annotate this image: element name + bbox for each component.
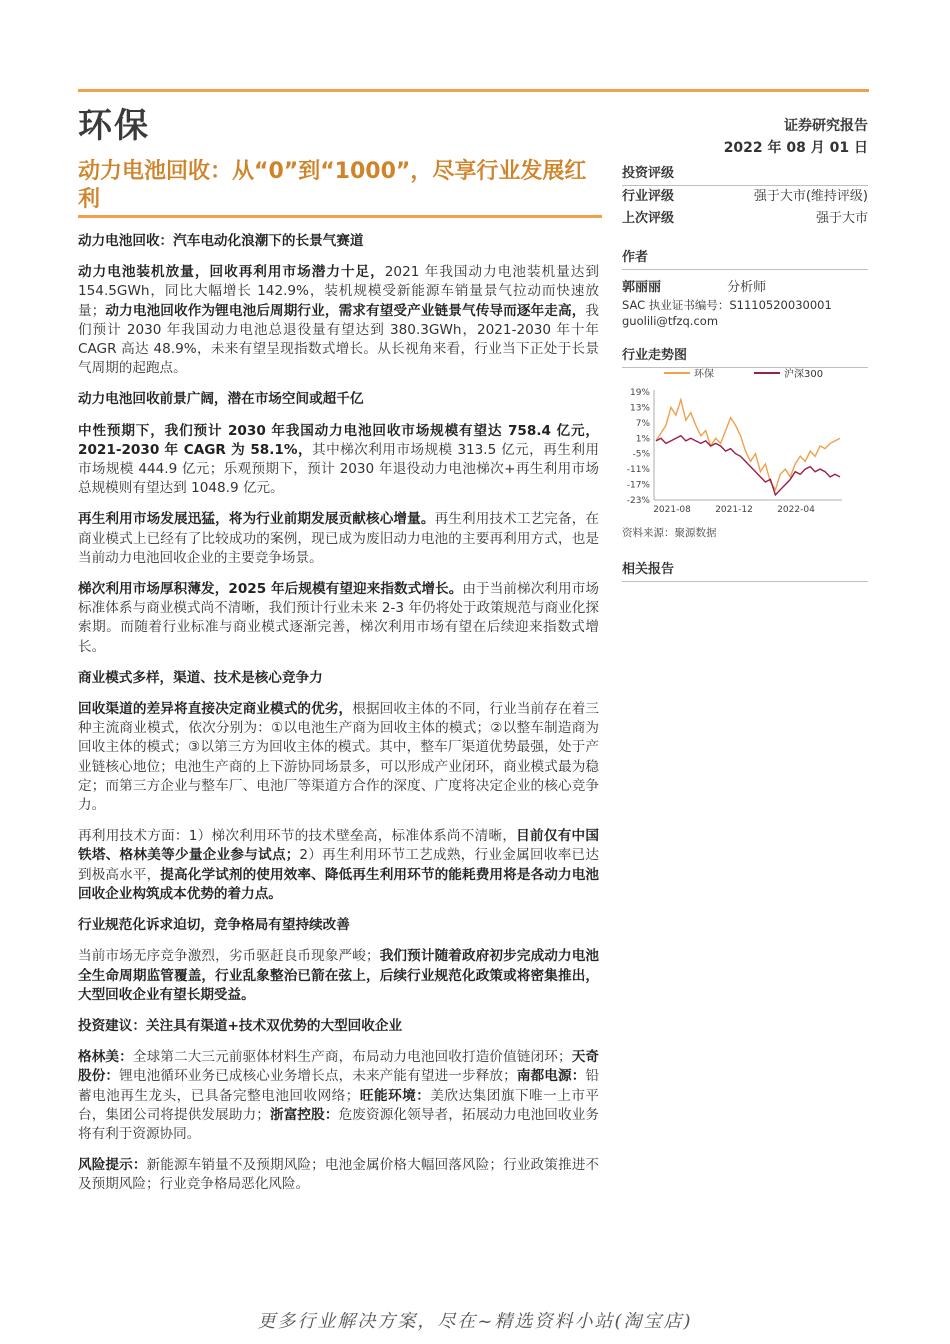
x-tick-label: 2021-08 [653,505,691,515]
author-name: 郭丽丽 [622,280,662,295]
paragraph: 动力电池装机放量，回收再利用市场潜力十足，2021 年我国动力电池装机量达到 154.5GWh，同比大幅增长 142.9%，装机规模受新能源车销量景气拉动而快速放量；动力电池回收作为锂电池后周期行业，需求有望受产业链景气传导而逐年走高，我们预计 2030 年我国动力电池总退役量有望达到 380.3GWh，2021-2030 年十年 CAGR 高达 48.9%，未来有望呈现指数式增长。从长视角来看，行业当下正处于长景气周期的起跑点。 [78,264,600,377]
report-type: 证券研究报告 [784,118,868,134]
legend-label: 沪深300 [784,369,824,380]
prev-rating-label: 上次评级 [622,211,675,226]
y-tick-label: -17% [626,480,650,491]
paragraph: 再利用技术方面：1）梯次利用环节的技术壁垒高，标准体系尚不清晰，目前仅有中国铁塔、格林美等少量企业参与试点；2）再生利用环节工艺成熟，行业金属回收率已达到极高水平，提高化学试剂的使用效率、降低再生利用环节的能耗费用将是各动力电池回收企业构筑成本优势的着力点。 [78,828,600,902]
y-tick-label: -23% [626,496,650,506]
rating-value: 强于大市(维持评级) [753,189,868,204]
rating-label: 行业评级 [622,189,675,204]
rating-heading: 投资评级 [622,162,868,186]
paragraph: 回收渠道的差异将直接决定商业模式的优劣，根据回收主体的不同，行业当前存在着三种主流商业模式，依次分别为：①以电池生产商为回收主体的模式；②以整车制造商为回收主体的模式；③以第三方为回收主体的模式。其中，整车厂渠道优势最强，处于产业链核心地位；电池生产商的上下游协同场景多，可以形成产业闭环，商业模式最为稳定；而第三方企业与整车厂、电池厂等渠道方合作的深度、广度将决定企业的核心竞争力。 [78,701,600,814]
section-heading: 行业规范化诉求迫切，竞争格局有望持续改善 [78,917,350,934]
trend-heading: 行业走势图 [622,344,868,368]
author-email[interactable]: guolili@tfzq.com [622,314,719,328]
top-rule [78,89,869,92]
y-tick-label: 7% [635,418,650,429]
paragraph: 格林美：全球第二大三元前驱体材料生产商，布局动力电池回收打造价值链闭环；天奇股份：锂电池循环业务已成核心业务增长点，未来产能有望进一步释放；南都电源：铅蓄电池再生龙头，已具备完整电池回收网络；旺能环境：美欣达集团旗下唯一上市平台，集团公司将提供发展助力；浙富控股：危废资源化领导者，拓展动力电池回收业务将有利于资源协同。 [78,1049,600,1142]
paragraph: 再生利用市场发展迅猛，将为行业前期发展贡献核心增量。再生利用技术工艺完备，在商业模式上已经有了比较成功的案例，现已成为废旧动力电池的主要再利用方式，也是当前动力电池回收企业的主要竞争场景。 [78,511,600,566]
report-date: 2022 年 08 月 01 日 [723,140,868,156]
author-heading: 作者 [622,246,868,270]
prev-rating-row [622,208,868,230]
y-tick-label: 1% [635,434,650,445]
x-tick-label: 2022-04 [777,505,815,515]
series-line-env [656,400,840,490]
author-cert: SAC 执业证书编号：S1110520030001 [622,298,832,312]
y-tick-label: 13% [629,403,650,414]
series-line-hs300 [656,436,840,495]
related-block [622,558,868,582]
legend-label: 环保 [694,369,714,380]
section-heading: 投资建议：关注具有渠道+技术双优势的大型回收企业 [78,1017,403,1034]
y-tick-label: -11% [626,465,650,476]
paragraph: 中性预期下，我们预计 2030 年我国动力电池回收市场规模有望达 758.4 亿元，2021-2030 年 CAGR 为 58.1%，其中梯次利用市场规模 313.5 亿元，再生利用市场规模 444.9 亿元；乐观预期下，预计 2030 年退役动力电池梯次+再生利用市场总规模则有望达到 1048.9 亿元。 [78,422,599,497]
paragraph: 当前市场无序竞争激烈，劣币驱赶良币现象严峻；我们预计随着政府初步完成动力电池全生命周期监管覆盖，行业乱象整治已箭在弦上，后续行业规范化政策或将密集推出，大型回收企业有望长期受益。 [78,948,600,1003]
trend-chart-svg [620,362,870,517]
author-line [622,276,868,295]
author-role: 分析师 [727,280,767,295]
section-heading: 动力电池回收前景广阔，潜在市场空间或超千亿 [78,391,364,408]
x-tick-label: 2021-12 [715,505,753,515]
y-tick-label: -5% [632,449,650,460]
rating-row [622,186,868,208]
trend-chart [620,362,870,517]
title-rule [78,215,602,218]
prev-rating-value: 强于大市 [815,211,868,226]
related-heading: 相关报告 [622,558,868,582]
author-block [622,246,868,328]
risk-paragraph: 风险提示：新能源车销量不及预期风险；电池金属价格大幅回落风险；行业政策推进不及预期风险；行业竞争格局恶化风险。 [78,1157,600,1193]
sector-title: 环保 [78,106,150,146]
rating-block [622,162,868,230]
report-title: 动力电池回收：从“0”到“1000”，尽享行业发展红利 [78,159,587,212]
y-tick-label: 19% [629,388,650,398]
section-heading: 动力电池回收：汽车电动化浪潮下的长景气赛道 [78,233,364,249]
footer-watermark: 更多行业解决方案，尽在~精选资料小站(淘宝店) [257,1311,693,1332]
main-body [78,232,599,1207]
paragraph: 梯次利用市场厚积薄发，2025 年后规模有望迎来指数式增长。由于当前梯次利用市场标准体系与商业模式尚不清晰，我们预计行业未来 2-3 年仍将处于政策规范与商业化探索期。而随着行业标准与商业模式逐渐完善，梯次利用市场有望在后续迎来指数式增长。 [78,581,599,655]
chart-source: 资料来源：聚源数据 [622,527,717,539]
section-heading: 商业模式多样，渠道、技术是核心竞争力 [78,669,323,686]
